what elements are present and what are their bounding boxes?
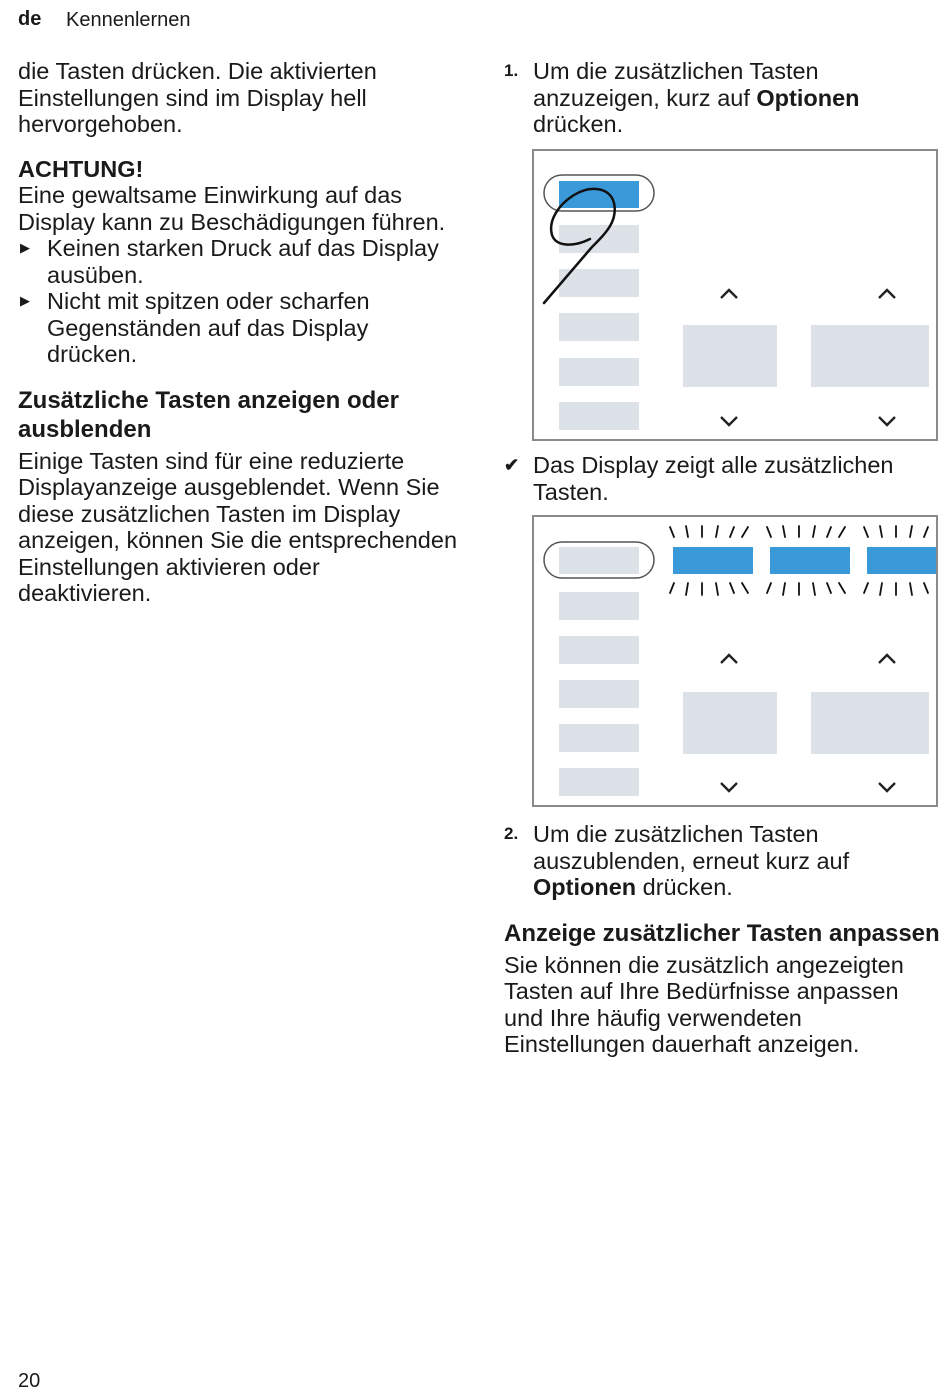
side-button	[559, 313, 639, 341]
display-illustration	[534, 151, 936, 439]
chevron-down-icon	[879, 783, 895, 791]
display-figure-before	[532, 149, 938, 441]
side-button	[559, 592, 639, 620]
step-number: 2.	[504, 824, 519, 843]
display-illustration	[534, 517, 936, 805]
extra-button	[867, 547, 936, 574]
section-heading-show-hide: Zusätzliche Tasten anzeigen oder ausblenden	[18, 386, 399, 443]
options-button	[559, 181, 639, 208]
step-number: 1.	[504, 61, 519, 80]
section-body-customize: Sie können die zusätzlich angezeigten Tasten auf Ihre Bedürfnisse anpassen und Ihre häufig verwendeten Einstellungen dauerhaft anzeigen.	[504, 951, 904, 1057]
result	[504, 452, 944, 505]
warning-bullet	[18, 235, 458, 288]
step-text: Um die zusätzlichen Tasten anzuzeigen, kurz auf	[533, 58, 819, 111]
display-figure-after	[532, 515, 938, 807]
header-language: de	[18, 8, 42, 30]
value-field	[811, 325, 929, 387]
side-button	[559, 768, 639, 796]
check-icon: ✔	[504, 455, 520, 475]
warning-bullet-text: Keinen starken Druck auf das Display ausüben.	[47, 235, 439, 288]
chevron-down-icon	[879, 417, 895, 425]
page-number: 20	[18, 1370, 41, 1392]
step-keyword: Optionen	[756, 84, 860, 111]
step-keyword: Optionen	[533, 874, 637, 900]
warning-bullet	[18, 288, 458, 368]
extra-button	[770, 547, 850, 574]
side-button	[559, 358, 639, 386]
chevron-down-icon	[721, 783, 737, 791]
header-section-title: Kennenlernen	[66, 9, 191, 31]
step-1	[504, 58, 944, 138]
step-text-end: drücken.	[636, 874, 733, 900]
left-column	[18, 58, 458, 607]
side-button	[559, 724, 639, 752]
step-text-end: drücken.	[533, 111, 624, 137]
value-field	[811, 692, 929, 754]
right-column-lower	[504, 821, 944, 1058]
triangle-bullet-icon: ▶	[20, 240, 30, 255]
result-text: Das Display zeigt alle zusätzlichen Tasten.	[533, 452, 894, 505]
result-line	[504, 452, 944, 505]
options-button	[559, 547, 639, 574]
side-button	[559, 402, 639, 430]
value-field	[683, 692, 777, 754]
value-field	[683, 325, 777, 387]
step-text: Um die zusätzlichen Tasten auszublenden, erneut kurz auf	[533, 821, 850, 874]
intro-text: die Tasten drücken. Die aktivierten Einstellungen sind im Display hell hervorgehoben.	[18, 58, 377, 137]
chevron-up-icon	[879, 290, 895, 298]
side-button	[559, 636, 639, 664]
chevron-up-icon	[879, 655, 895, 663]
warning-title: ACHTUNG!	[18, 155, 144, 182]
side-button	[559, 680, 639, 708]
section-heading-customize: Anzeige zusätzlicher Tasten anpassen	[504, 919, 940, 947]
warning-bullet-text: Nicht mit spitzen oder scharfen Gegenständen auf das Display drücken.	[47, 288, 370, 367]
right-column	[504, 58, 944, 138]
step-2	[504, 821, 944, 901]
triangle-bullet-icon: ▶	[20, 293, 30, 308]
extra-button	[673, 547, 753, 574]
chevron-up-icon	[721, 290, 737, 298]
chevron-down-icon	[721, 417, 737, 425]
chevron-up-icon	[721, 655, 737, 663]
warning-text: Eine gewaltsame Einwirkung auf das Display kann zu Beschädigungen führen.	[18, 182, 446, 235]
section-body-show-hide: Einige Tasten sind für eine reduzierte Displayanzeige ausgeblendet. Wenn Sie diese zusätzlichen Tasten im Display anzeigen, können Sie die entsprechenden Einstellungen aktivieren oder deaktivieren.	[18, 447, 458, 606]
